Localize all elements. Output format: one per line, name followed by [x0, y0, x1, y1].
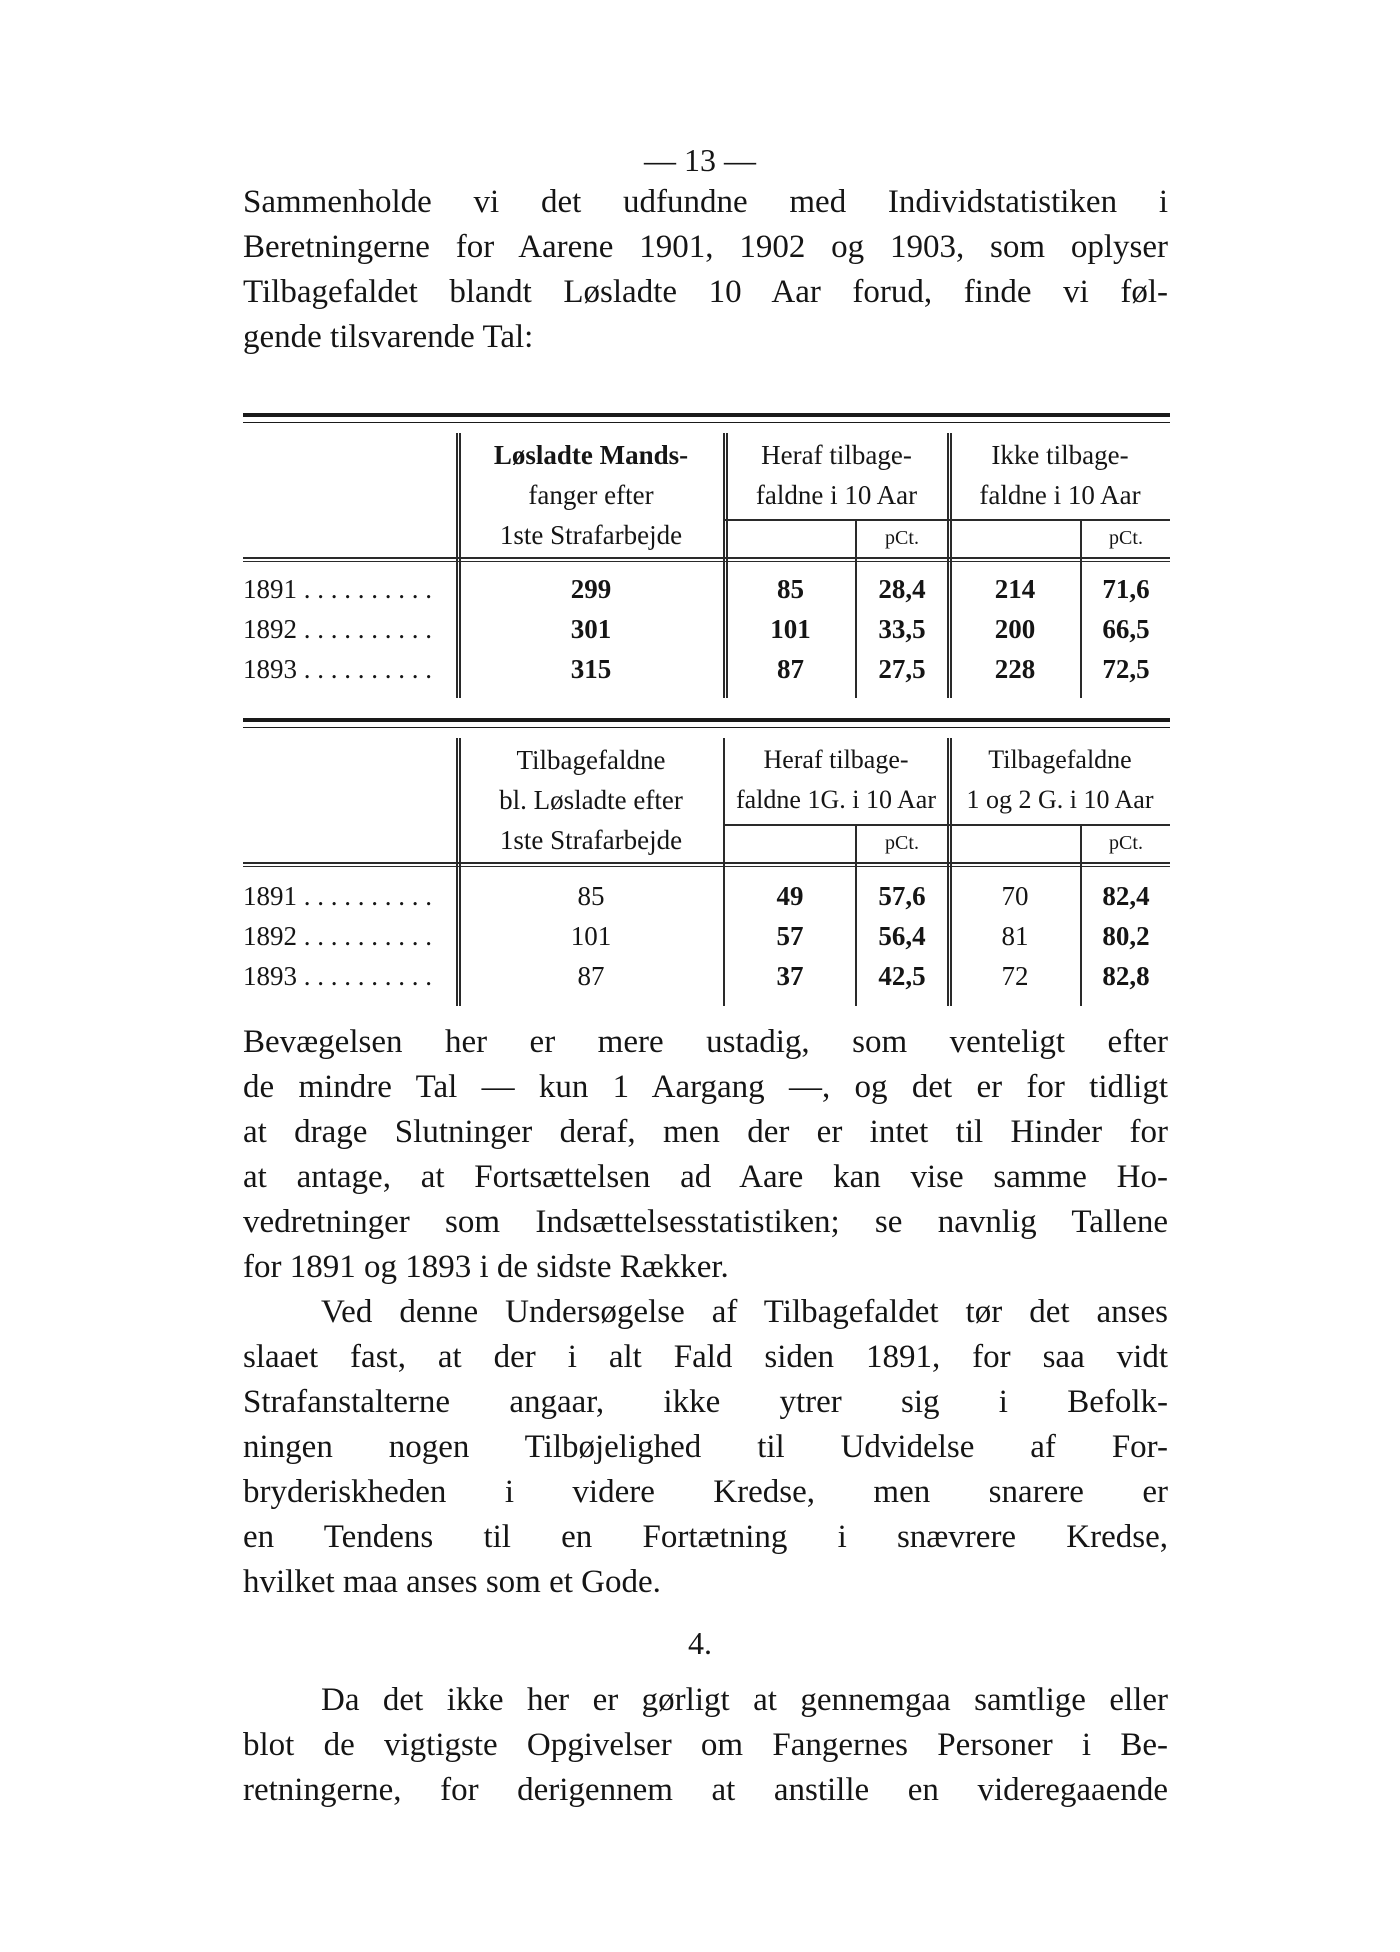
table-cell: 49 — [776, 881, 804, 911]
table-cell: 33,5 — [878, 614, 926, 644]
text-line: retningerne, for derigennem at anstille en videregaaende — [243, 1772, 1168, 1808]
text-line: en Tendens til en Fortætning i snævrere Kredse, — [243, 1519, 1168, 1555]
text-line: at antage, at Fortsættelsen ad Aare kan vise samme Ho- — [243, 1159, 1168, 1195]
year-value: 1892 — [243, 614, 297, 644]
table-cell: 87 — [777, 654, 804, 684]
page-number: — 13 — — [644, 142, 756, 178]
header-line: fanger efter — [528, 480, 654, 510]
year-value: 1892 — [243, 921, 297, 951]
table-cell: 299 — [570, 574, 612, 604]
column-divider — [947, 433, 949, 698]
section-heading: 4. — [688, 1625, 712, 1661]
column-divider — [947, 738, 949, 1006]
paragraph-movement — [243, 1020, 1168, 1290]
table-cell: 200 — [994, 614, 1036, 644]
row-year: 1892 . . . . . . . . . . — [243, 921, 432, 951]
table-top-rule — [243, 413, 1170, 417]
table-top-rule-thin — [243, 422, 1170, 423]
header-bottom-rule-thin — [243, 561, 1170, 562]
table-cell: 87 — [577, 961, 605, 991]
header-bottom-rule-thin — [243, 866, 1170, 867]
table-cell: 56,4 — [878, 921, 926, 951]
table-cell: 37 — [776, 961, 804, 991]
row-year: 1891 . . . . . . . . . . — [243, 574, 432, 604]
relapse-table-1 — [243, 413, 1170, 700]
intro-paragraph — [243, 180, 1168, 360]
year-value: 1891 — [243, 881, 297, 911]
header-bottom-rule — [243, 862, 1170, 864]
relapse-table-2 — [243, 718, 1170, 1008]
text-line: de mindre Tal — kun 1 Aargang —, og det er for tidligt — [243, 1069, 1168, 1105]
header-line: faldne 1G. i 10 Aar — [735, 785, 936, 814]
text-line: Ved denne Undersøgelse af Tilbagefaldet tør det anses — [321, 1294, 1168, 1330]
column-header-released — [459, 435, 723, 555]
header-line: Løsladte Mands- — [493, 440, 689, 470]
text-line: Tilbagefaldet blandt Løsladte 10 Aar forud, finde vi føl- — [243, 274, 1168, 310]
table-cell: 82,4 — [1102, 881, 1150, 911]
text-line: bryderiskheden i videre Kredse, men snarere er — [243, 1474, 1168, 1510]
header-line: Tilbagefaldne — [516, 745, 666, 775]
table-cell: 85 — [577, 881, 605, 911]
column-header-relapsed — [726, 435, 947, 515]
table-cell: 71,6 — [1102, 574, 1150, 604]
table-cell: 301 — [570, 614, 612, 644]
text-line: vedretninger som Indsættelsesstatistiken; se navnlig Tallene — [243, 1204, 1168, 1240]
table-cell: 70 — [1001, 881, 1029, 911]
header-line: faldne i 10 Aar — [755, 480, 918, 510]
header-line: 1ste Strafarbejde — [499, 825, 683, 855]
text-line: for 1891 og 1893 i de sidste Rækker. — [243, 1249, 729, 1285]
table-top-rule-thin — [243, 727, 1170, 728]
text-line: at drage Slutninger deraf, men der er intet til Hinder for — [243, 1114, 1168, 1150]
table-cell: 214 — [994, 574, 1036, 604]
table-cell: 85 — [777, 574, 804, 604]
year-value: 1891 — [243, 574, 297, 604]
pct-label: pCt. — [1109, 527, 1143, 549]
pct-label: pCt. — [885, 527, 919, 549]
subheader-rule — [725, 824, 1170, 826]
paragraph-conclusion — [243, 1290, 1168, 1605]
column-header-second-relapse — [950, 740, 1170, 820]
text-line: Sammenholde vi det udfundne med Individstatistiken i — [243, 184, 1168, 220]
column-header-relapsed-total — [459, 740, 723, 860]
header-line: Heraf tilbage- — [761, 440, 912, 470]
text-line: blot de vigtigste Opgivelser om Fangernes Personer i Be- — [243, 1727, 1168, 1763]
table-cell: 315 — [570, 654, 612, 684]
header-line: faldne i 10 Aar — [979, 480, 1141, 510]
table-cell: 42,5 — [878, 961, 926, 991]
header-line: Heraf tilbage- — [763, 745, 909, 774]
text-line: slaaet fast, at der i alt Fald siden 1891, for saa vidt — [243, 1339, 1168, 1375]
table-cell: 66,5 — [1102, 614, 1150, 644]
table-cell: 27,5 — [878, 654, 926, 684]
header-line: 1 og 2 G. i 10 Aar — [966, 785, 1154, 814]
text-line: Bevægelsen her er mere ustadig, som venteligt efter — [243, 1024, 1168, 1060]
header-bottom-rule — [243, 557, 1170, 559]
row-year: 1893 . . . . . . . . . . — [243, 961, 432, 991]
column-header-not-relapsed — [950, 435, 1170, 515]
row-year: 1891 . . . . . . . . . . — [243, 881, 432, 911]
text-line: Da det ikke her er gørligt at gennemgaa samtlige eller — [321, 1682, 1168, 1718]
text-line: ningen nogen Tilbøjelighed til Udvidelse af For- — [243, 1429, 1168, 1465]
column-divider — [456, 433, 458, 698]
table-cell: 72 — [1001, 961, 1029, 991]
year-value: 1893 — [243, 654, 297, 684]
paragraph-section-4 — [243, 1678, 1168, 1813]
row-year: 1892 . . . . . . . . . . — [243, 614, 432, 644]
table-cell: 228 — [994, 654, 1036, 684]
column-divider — [456, 738, 458, 1006]
table-cell: 72,5 — [1102, 654, 1150, 684]
table-top-rule — [243, 718, 1170, 722]
table-cell: 101 — [570, 921, 612, 951]
column-header-first-relapse — [725, 740, 947, 820]
table-cell: 81 — [1001, 921, 1029, 951]
year-value: 1893 — [243, 961, 297, 991]
text-line: Beretningerne for Aarene 1901, 1902 og 1903, som oplyser — [243, 229, 1168, 265]
header-line: Ikke tilbage- — [991, 440, 1129, 470]
table-cell: 101 — [770, 614, 811, 644]
pct-label: pCt. — [885, 832, 919, 854]
text-line: hvilket maa anses som et Gode. — [243, 1564, 661, 1600]
subheader-rule — [725, 519, 1170, 521]
text-line: gende tilsvarende Tal: — [243, 319, 534, 355]
header-line: bl. Løsladte efter — [499, 785, 683, 815]
table-cell: 80,2 — [1102, 921, 1150, 951]
header-line: 1ste Strafarbejde — [499, 520, 683, 550]
table-cell: 57,6 — [878, 881, 926, 911]
table-cell: 57 — [776, 921, 804, 951]
table-cell: 28,4 — [878, 574, 926, 604]
text-line: Strafanstalterne angaar, ikke ytrer sig i Befolk- — [243, 1384, 1168, 1420]
row-year: 1893 . . . . . . . . . . — [243, 654, 432, 684]
table-cell: 82,8 — [1102, 961, 1150, 991]
header-line: Tilbagefaldne — [988, 745, 1132, 774]
column-divider — [723, 433, 725, 698]
pct-label: pCt. — [1109, 832, 1143, 854]
